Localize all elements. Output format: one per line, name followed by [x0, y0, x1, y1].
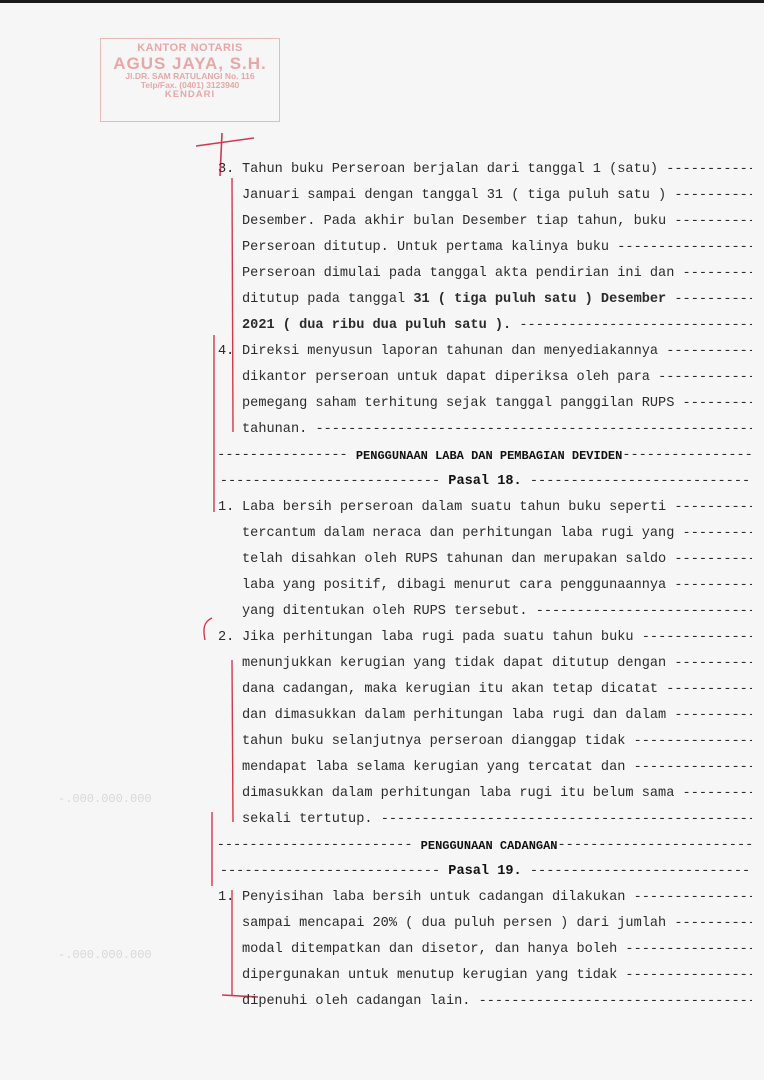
text-line: yang ditentukan oleh RUPS tersebut. -----: [242, 602, 752, 622]
item-number: 2.: [218, 630, 235, 645]
text-line: modal ditempatkan dan disetor, dan hanya boleh -----: [242, 940, 752, 960]
text-line: dipergunakan untuk menutup kerugian yang tidak -----: [242, 966, 752, 986]
text-line: sampai mencapai 20% ( dua puluh persen ) dari jumlah -----: [242, 914, 752, 934]
text-line: mendapat laba selama kerugian yang tercatat dan -----: [242, 758, 752, 778]
text-line: Perseroan dimulai pada tanggal akta pendirian ini dan -----: [242, 264, 752, 284]
item-number: 1.: [218, 890, 235, 905]
text-line: Januari sampai dengan tanggal 31 ( tiga puluh satu ) -----: [242, 186, 752, 206]
item-number: 4.: [218, 344, 235, 359]
text-line: Jika perhitungan laba rugi pada suatu tahun buku -----: [242, 628, 752, 648]
text-line: Penyisihan laba bersih untuk cadangan dilakukan -----: [242, 888, 752, 908]
text-line: dikantor perseroan untuk dapat diperiksa oleh para -----: [242, 368, 752, 388]
text-line: ditutup pada tanggal 31 ( tiga puluh satu ) Desember -----: [242, 290, 752, 310]
section-heading: ----- PENGGUNAAN CADANGAN -----: [218, 836, 752, 856]
bold-year: 2021 ( dua ribu dua puluh satu ).: [242, 318, 512, 333]
text-line: dipenuhi oleh cadangan lain. -----: [242, 992, 752, 1012]
article-heading: ----- Pasal 18. -----: [218, 472, 752, 492]
text-line: pemegang saham terhitung sejak tanggal panggilan RUPS -----: [242, 394, 752, 414]
text-line: tahunan. -----: [242, 420, 752, 440]
text-line: laba yang positif, dibagi menurut cara penggunaannya -----: [242, 576, 752, 596]
text-line: sekali tertutup. -----: [242, 810, 752, 830]
text-line: menunjukkan kerugian yang tidak dapat ditutup dengan -----: [242, 654, 752, 674]
item-number: 3.: [218, 162, 235, 177]
stamp-line: AGUS JAYA, S.H.: [113, 53, 267, 73]
stamp-line: Jl.DR. SAM RATULANGI No. 116: [125, 71, 255, 82]
text-line: Desember. Pada akhir bulan Desember tiap tahun, buku -----: [242, 212, 752, 232]
text-line: dan dimasukkan dalam perhitungan laba rugi dan dalam -----: [242, 706, 752, 726]
show-through-text: -.000.000.000: [58, 792, 152, 806]
show-through-text: -.000.000.000: [58, 948, 152, 962]
bold-date: 31 ( tiga puluh satu ) Desember: [413, 292, 667, 307]
stamp-line: KENDARI: [164, 89, 216, 101]
stamp-line: Telp/Fax. (0401) 3123940: [140, 80, 240, 91]
text-line: Tahun buku Perseroan berjalan dari tanggal 1 (satu) -----: [242, 160, 752, 180]
item-number: 1.: [218, 500, 235, 515]
text-line: tercantum dalam neraca dan perhitungan laba rugi yang -----: [242, 524, 752, 544]
text-line: Direksi menyusun laporan tahunan dan menyediakannya -----: [242, 342, 752, 362]
text-line: dimasukkan dalam perhitungan laba rugi itu belum sama -----: [242, 784, 752, 804]
text-line: dana cadangan, maka kerugian itu akan tetap dicatat -----: [242, 680, 752, 700]
text-line: Laba bersih perseroan dalam suatu tahun buku seperti -----: [242, 498, 752, 518]
text-line: telah disahkan oleh RUPS tahunan dan merupakan saldo -----: [242, 550, 752, 570]
stamp-line: KANTOR NOTARIS: [137, 42, 243, 54]
article-heading: ----- Pasal 19. -----: [218, 862, 752, 882]
text-line: tahun buku selanjutnya perseroan dianggap tidak -----: [242, 732, 752, 752]
section-heading: ----- PENGGUNAAN LABA DAN PEMBAGIAN DEVIDEN -----: [218, 446, 752, 466]
text-line: Perseroan ditutup. Untuk pertama kalinya buku -----: [242, 238, 752, 258]
text-line: [242, 316, 752, 336]
